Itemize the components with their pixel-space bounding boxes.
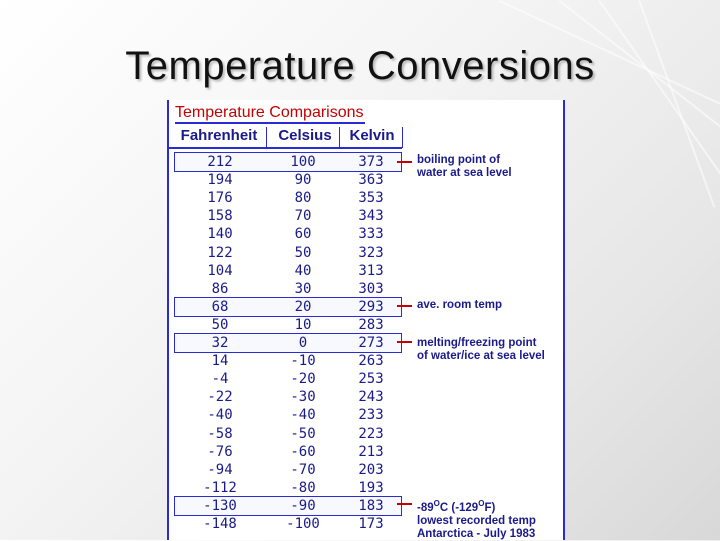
table-row [175, 443, 401, 461]
celsius-cell: 10 [294, 316, 312, 333]
annotation-line: lowest recorded temp [417, 514, 536, 527]
kelvin-cell: 173 [358, 516, 384, 532]
table-row [175, 189, 401, 207]
table-row [175, 352, 401, 370]
fahrenheit-cell: -148 [203, 516, 237, 532]
celsius-cell: -30 [290, 389, 316, 406]
fahrenheit-cell: -130 [203, 497, 237, 514]
table-row [175, 244, 401, 262]
table-row [175, 461, 401, 479]
kelvin-cell: 273 [358, 335, 384, 351]
fahrenheit-cell: 104 [207, 262, 233, 279]
celsius-cell: 100 [290, 154, 316, 170]
celsius-cell: -50 [290, 425, 316, 442]
celsius-cell: 40 [294, 262, 312, 279]
celsius-cell: -10 [290, 353, 316, 370]
table-row [175, 334, 401, 352]
celsius-cell: -100 [286, 516, 320, 532]
table-row [175, 262, 401, 280]
celsius-cell: 90 [294, 172, 312, 189]
celsius-cell: 20 [294, 298, 312, 315]
kelvin-cell: 233 [358, 407, 384, 424]
fahrenheit-cell: 50 [211, 316, 229, 333]
celsius-cell: 70 [294, 208, 312, 225]
fahrenheit-cell: 176 [207, 190, 233, 207]
pointer-line-freezing [397, 341, 412, 343]
slide-title: Temperature Conversions [125, 44, 595, 88]
celsius-cell: -70 [290, 461, 316, 478]
kelvin-cell: 193 [358, 479, 384, 496]
table-row [175, 425, 401, 443]
celsius-cell: -80 [290, 479, 316, 496]
celsius-cell: 30 [294, 280, 312, 297]
kelvin-cell: 303 [358, 280, 384, 297]
annotation-lowest-temp [417, 497, 536, 541]
fahrenheit-cell: 86 [211, 280, 229, 297]
annotation-line: water at sea level [417, 167, 512, 179]
table-row [175, 406, 401, 424]
header-divider [339, 127, 340, 148]
celsius-cell: -40 [290, 407, 316, 424]
fahrenheit-cell: 32 [211, 335, 229, 351]
table-row [175, 171, 401, 189]
kelvin-cell: 203 [358, 461, 384, 478]
annotation-freezing-point [417, 337, 545, 363]
kelvin-cell: 253 [358, 371, 384, 388]
fahrenheit-cell: -112 [203, 479, 237, 496]
fahrenheit-cell: 122 [207, 244, 233, 261]
annotation-room-temp [417, 299, 502, 312]
celsius-cell: 50 [294, 244, 312, 261]
fahrenheit-cell: 212 [207, 154, 233, 170]
pointer-line-room [397, 305, 412, 307]
fahrenheit-cell: 68 [211, 298, 229, 315]
table-row [175, 370, 401, 388]
fahrenheit-cell: -4 [211, 371, 229, 388]
kelvin-cell: 333 [358, 226, 384, 243]
fahrenheit-cell: 158 [207, 208, 233, 225]
kelvin-cell: 323 [358, 244, 384, 261]
pointer-line-lowest [397, 503, 412, 505]
kelvin-cell: 263 [358, 353, 384, 370]
kelvin-cell: 223 [358, 425, 384, 442]
annotation-line: boiling point of [417, 154, 501, 166]
figure-title: Temperature Comparisons [175, 104, 365, 124]
fahrenheit-cell: -94 [207, 461, 233, 478]
kelvin-cell: 373 [358, 154, 384, 170]
fahrenheit-cell: -40 [207, 407, 233, 424]
fahrenheit-cell: 194 [207, 172, 233, 189]
table-row [175, 298, 401, 316]
table-row [175, 225, 401, 243]
kelvin-cell: 283 [358, 316, 384, 333]
annotation-line: $-89^OC$ $(-129^OF)$ [417, 499, 496, 514]
table-row [175, 388, 401, 406]
fahrenheit-cell: -22 [207, 389, 233, 406]
annotation-line: of water/ice at sea level [417, 350, 545, 362]
header-kelvin: Kelvin [349, 127, 395, 144]
header-celsius: Celsius [278, 127, 332, 144]
kelvin-cell: 353 [358, 190, 384, 207]
celsius-cell: -90 [290, 497, 316, 514]
table-row [175, 316, 401, 334]
kelvin-cell: 293 [358, 298, 384, 315]
table-row [175, 153, 401, 171]
pointer-line-boiling [397, 161, 412, 163]
celsius-cell: -60 [290, 443, 316, 460]
header-divider [266, 127, 267, 148]
fahrenheit-cell: -58 [207, 425, 233, 442]
kelvin-cell: 343 [358, 208, 384, 225]
table-row [175, 497, 401, 515]
fahrenheit-cell: -76 [207, 443, 233, 460]
kelvin-cell: 243 [358, 389, 384, 406]
celsius-cell: 0 [298, 335, 308, 351]
kelvin-cell: 183 [358, 497, 384, 514]
annotation-line: Antarctica - July 1983 [417, 527, 536, 540]
celsius-cell: -20 [290, 371, 316, 388]
temperature-comparison-figure [167, 100, 565, 540]
celsius-cell: 60 [294, 226, 312, 243]
header-fahrenheit: Fahrenheit [180, 127, 258, 144]
annotation-boiling-point [417, 154, 512, 180]
table-row [175, 515, 401, 533]
header-underline [169, 147, 402, 149]
kelvin-cell: 313 [358, 262, 384, 279]
header-divider [402, 127, 403, 148]
fahrenheit-cell: 140 [207, 226, 233, 243]
kelvin-cell: 213 [358, 443, 384, 460]
table-row [175, 479, 401, 497]
annotation-line: melting/freezing point [417, 337, 537, 349]
table-row [175, 207, 401, 225]
annotation-line: ave. room temp [417, 299, 502, 311]
fahrenheit-cell: 14 [211, 353, 229, 370]
celsius-cell: 80 [294, 190, 312, 207]
kelvin-cell: 363 [358, 172, 384, 189]
table-row [175, 280, 401, 298]
